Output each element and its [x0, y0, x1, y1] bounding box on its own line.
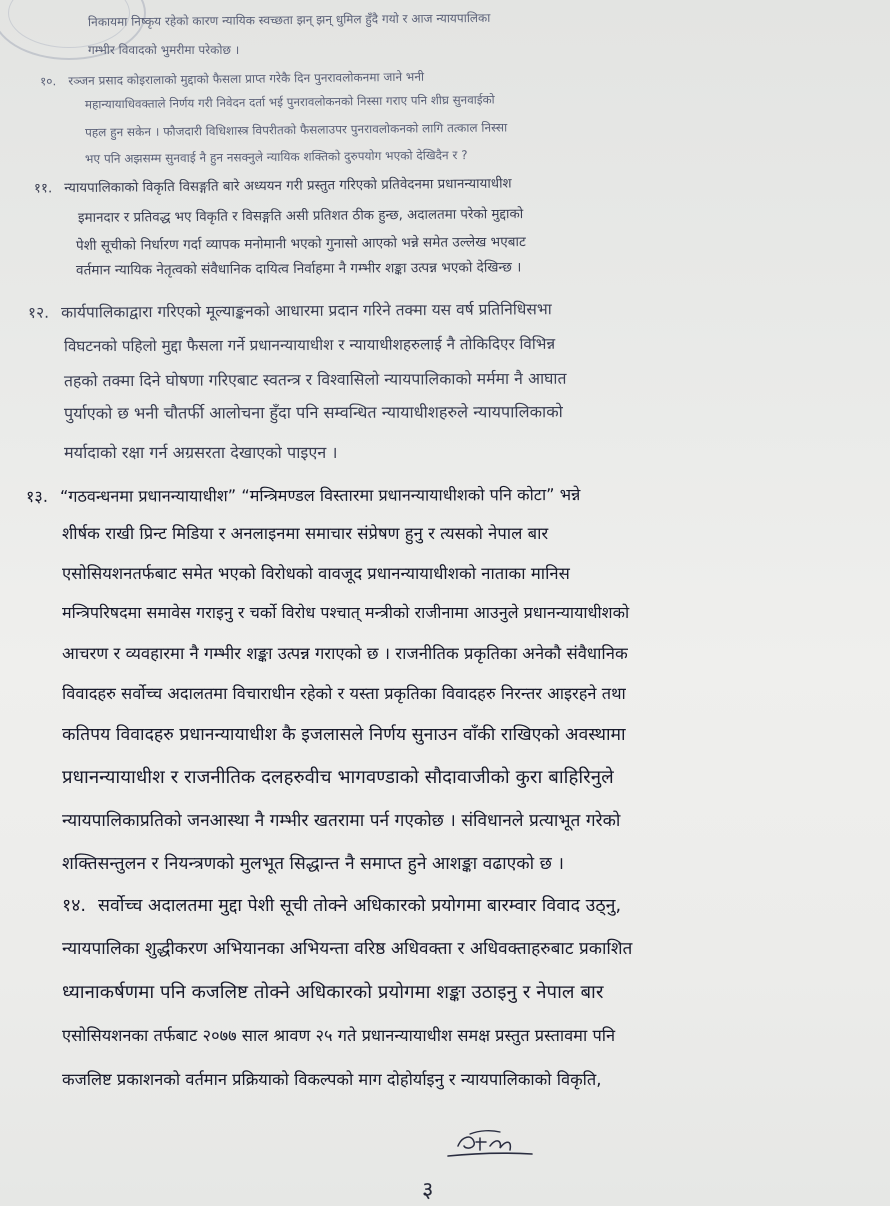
paragraph-10-line-2: महान्यायाधिवक्ताले निर्णय गरी निवेदन दर्ता भई पुनरावलोकनको निस्सा गराए पनि शीघ्र सुनवाईको: [84, 92, 495, 112]
paragraph-10-line-4: भए पनि अझसम्म सुनवाई नै हुन नसक्नुले न्यायिक शक्तिको दुरुपयोग भएको देखिदैन र ?: [84, 147, 468, 167]
paragraph-11-line-1: [34, 177, 512, 195]
paragraph-13-line-2: शीर्षक राखी प्रिन्ट मिडिया र अनलाइनमा समाचार संप्रेषण हुनु र त्यसको नेपाल बार: [62, 524, 549, 543]
paragraph-13-number: १३.: [25, 486, 49, 506]
paragraph-14-text-1: सर्वोच्च अदालतमा मुद्दा पेशी सूची तोक्ने अधिकारको प्रयोगमा बारम्वार विवाद उठ्नु,: [98, 896, 622, 916]
paragraph-14-line-3: ध्यानाकर्षणमा पनि कजलिष्ट तोक्ने अधिकारको प्रयोगमा शङ्का उठाइनु र नेपाल बार: [62, 982, 604, 1003]
paragraph-0-line-2: गम्भीर विवादको भुमरीमा परेकोछ ।: [88, 43, 240, 57]
paragraph-14-line-4: एसोसियशनका तर्फबाट २०७७ साल श्रावण २५ गते प्रधानन्यायाधीश समक्ष प्रस्तुत प्रस्तावमा पनि: [62, 1026, 616, 1045]
paragraph-13-line-9: न्यायपालिकाप्रतिको जनआस्था नै गम्भीर खतरामा पर्न गएकोछ । संविधानले प्रत्याभूत गरेको: [62, 811, 621, 831]
paragraph-13-line-1: [26, 487, 580, 505]
paragraph-13-line-10: शक्तिसन्तुलन र नियन्त्रणको मुलभूत सिद्धान्त नै समाप्त हुने आशङ्का वढाएको छ ।: [62, 854, 564, 874]
paragraph-13-line-6: विवादहरु सर्वोच्च अदालतमा विचाराधीन रहेको र यस्ता प्रकृतिका विवादहरु निरन्तर आइरहने तथा: [62, 684, 626, 703]
handwritten-signature: [440, 1128, 550, 1164]
paragraph-12-line-2: विघटनको पहिलो मुद्दा फैसला गर्ने प्रधानन्यायाधीश र न्यायाधीशहरुलाई नै तोकिदिएर विभिन्न: [63, 334, 556, 356]
paragraph-12-line-4: पुर्याएको छ भनी चौतर्फी आलोचना हुँदा पनि सम्वन्धित न्यायाधीशहरुले न्यायपालिकाको: [63, 402, 563, 423]
paragraph-0-line-1: निकायमा निष्कृय रहेको कारण न्यायिक स्वच्छता झन् झन् धुमिल हुँदै गयो र आज न्यायपालिका: [87, 10, 491, 30]
paragraph-13-line-5: आचरण र व्यवहारमा नै गम्भीर शङ्का उत्पन्न गराएको छ । राजनीतिक प्रकृतिका अनेकौ संवैधानिक: [62, 644, 628, 663]
paragraph-10-line-1: [40, 71, 424, 88]
paragraph-14-line-1: [62, 898, 621, 916]
paragraph-12-text-1: कार्यपालिकाद्वारा गरिएको मूल्याङ्कनको आधारमा प्रदान गरिने तक्मा यस वर्ष प्रतिनिधिसभा: [61, 300, 552, 322]
paragraph-13-line-3: एसोसियशनतर्फबाट समेत भएको विरोधको वावजूद प्रधानन्यायाधीशको नाताका मानिस: [62, 564, 570, 583]
paragraph-10-text-1: रञ्जन प्रसाद कोइरालाको मुद्दाको फैसला प्राप्त गरेकै दिन पुनरावलोकनमा जाने भनी: [68, 69, 425, 89]
paragraph-14-line-2: न्यायपालिका शुद्धीकरण अभियानका अभियन्ता वरिष्ठ अधिवक्ता र अधिवक्ताहरुबाट प्रकाशित: [62, 939, 633, 959]
paragraph-13-line-4: मन्त्रिपरिषदमा समावेस गराइनु र चर्को विरोध पश्चात् मन्त्रीको राजीनामा आउनुले प्रधानन्यायाधीशको: [62, 603, 630, 622]
paragraph-14-number: १४.: [62, 896, 87, 916]
paragraph-10-number: १०.: [39, 74, 57, 89]
paragraph-10-line-3: पहल हुन सकेन । फौजदारी विधिशास्त्र विपरीतको फैसलाउपर पुनरावलोकनको लागि तत्काल निस्सा: [84, 120, 508, 140]
paragraph-13-text-1: “गठवन्धनमा प्रधानन्यायाधीश” “मन्त्रिमण्डल विस्तारमा प्रधानन्यायाधीशको पनि कोटा” भन्ने: [59, 485, 581, 506]
paragraph-11-line-2: इमानदार र प्रतिवद्ध भए विकृति र विसङ्गति असी प्रतिशत ठीक हुन्छ, अदालतमा परेको मुद्दाको: [77, 207, 524, 226]
page-number: ३: [422, 1178, 434, 1203]
paragraph-11-line-4: वर्तमान न्यायिक नेतृत्वको संवैधानिक दायित्व निर्वाहमा नै गम्भीर शङ्का उत्पन्न भएको देखिन्छ ।: [75, 259, 522, 279]
paragraph-14-line-5: कजलिष्ट प्रकाशनको वर्तमान प्रक्रियाको विकल्पको माग दोहोर्याइनु र न्यायपालिकाको विकृति,: [62, 1070, 602, 1089]
paragraph-11-text-1: न्यायपालिकाको विकृति विसङ्गति बारे अध्ययन गरी प्रस्तुत गरिएको प्रतिवेदनमा प्रधानन्यायाधीश: [64, 176, 512, 197]
paragraph-12-line-3: तहको तक्मा दिने घोषणा गरिएबाट स्वतन्त्र र विश्वासिलो न्यायपालिकाको मर्ममा नै आघात: [63, 368, 567, 391]
paragraph-11-number: ११.: [33, 181, 53, 197]
paragraph-11-line-3: पेशी सूचीको निर्धारण गर्दा व्यापक मनोमानी भएको गुनासो आएको भन्ने समेत उल्लेख भएबाट: [75, 234, 526, 254]
paragraph-12-line-1: [28, 302, 552, 321]
paragraph-13-line-7: कतिपय विवादहरु प्रधानन्यायाधीश कै इजलासले निर्णय सुनाउन वाँकी राखिएको अवस्थामा: [62, 725, 626, 745]
paragraph-12-line-5: मर्यादाको रक्षा गर्न अग्रसरता देखाएको पाइएन ।: [64, 443, 338, 462]
paragraph-13-line-8: प्रधानन्यायाधीश र राजनीतिक दलहरुवीच भागवण्डाको सौदावाजीको कुरा बाहिरिनुले: [62, 767, 614, 788]
paragraph-12-number: १२.: [27, 303, 50, 322]
